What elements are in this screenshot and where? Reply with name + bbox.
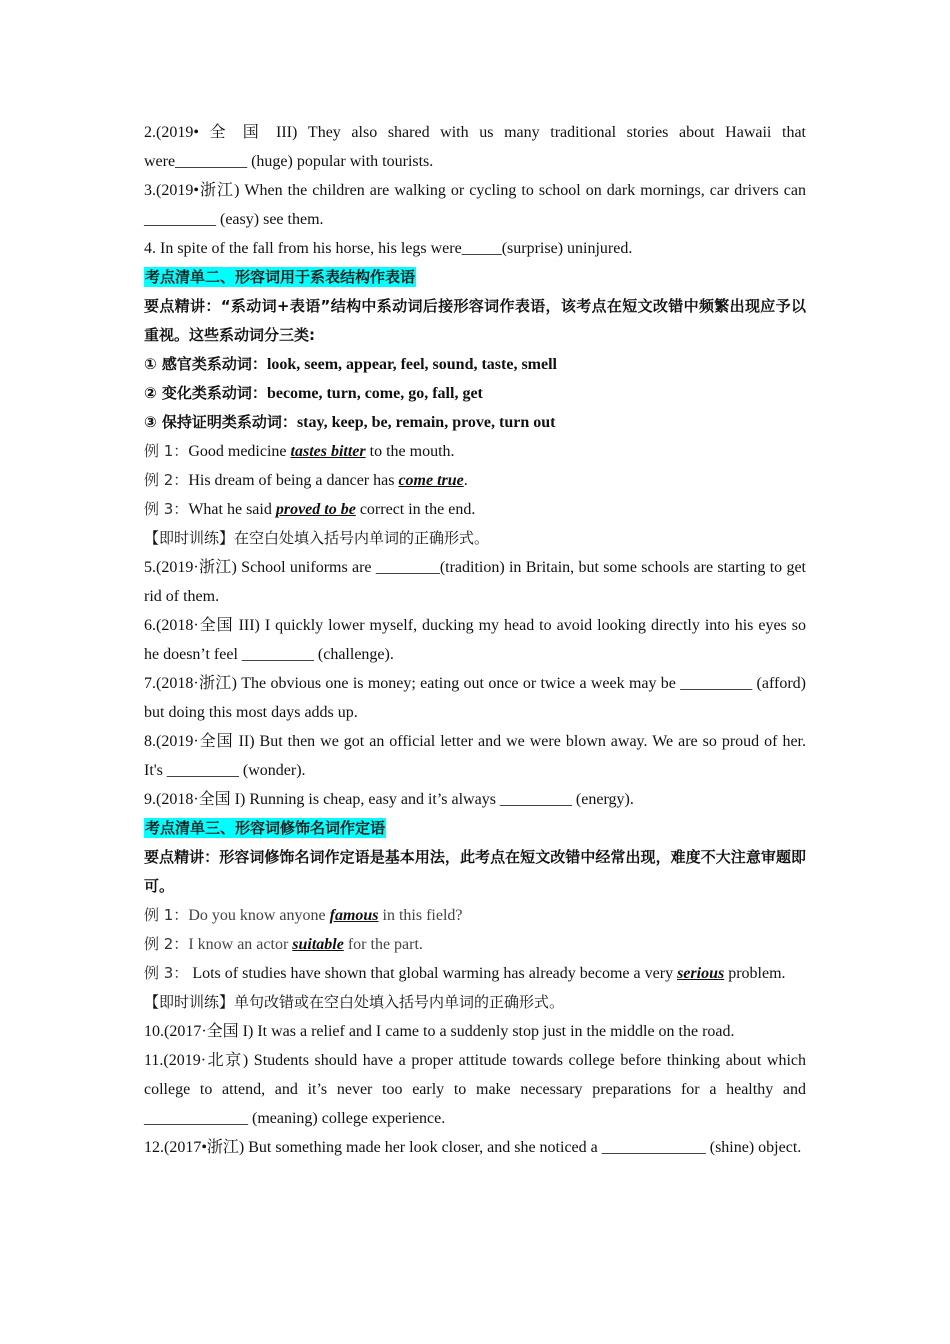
verb-category-3 — [144, 408, 806, 437]
section-2-example-1 — [144, 437, 806, 466]
example-label: 例 2： — [144, 471, 189, 489]
section-3-training-instruction: 【即时训练】单句改错或在空白处填入括号内单词的正确形式。 — [144, 993, 565, 1011]
question-3: 3.(2019•浙江) When the children are walking or cycling to school on dark mornings, car drivers can _________ (easy) see them. — [144, 182, 806, 228]
category-1-words: look, seem, appear, feel, sound, taste, smell — [266, 356, 557, 373]
question-10: 10.(2017·全国 I) It was a relief and I came to a suddenly stop just in the middle on the road. — [144, 1023, 735, 1040]
question-5: 5.(2019·浙江) School uniforms are ________(tradition) in Britain, but some schools are starting to get rid of them. — [144, 559, 806, 605]
example-label: 例 3： — [144, 500, 189, 518]
example-label: 例 2： — [144, 935, 189, 953]
question-4: 4. In spite of the fall from his horse, his legs were_____(surprise) uninjured. — [144, 240, 633, 257]
example-emphasis: come true — [398, 472, 464, 489]
question-6: 6.(2018·全国 III) I quickly lower myself, ducking my head to avoid looking directly into his eyes so he doesn’t feel _________ (challenge). — [144, 617, 806, 663]
example-text: What he said — [188, 501, 276, 518]
example-emphasis: suitable — [292, 936, 344, 953]
category-2-words: become, turn, come, go, fall, get — [266, 385, 483, 402]
example-emphasis: proved to be — [275, 501, 356, 518]
section-3-heading: 考点清单三、形容词修饰名词作定语 — [145, 819, 386, 837]
question-11: 11.(2019·北京) Students should have a proper attitude towards college before thinking about which college to attend, and it’s never too early to make necessary preparations for a healthy and _____________ (meaning) college experience. — [144, 1052, 806, 1127]
section-3-heading-row — [144, 814, 806, 843]
example-text: . — [463, 472, 468, 489]
question-9: 9.(2018·全国 I) Running is cheap, easy and it’s always _________ (energy). — [144, 791, 634, 808]
document-body — [144, 118, 806, 1162]
example-text: I know an actor — [188, 936, 293, 953]
verb-category-1 — [144, 350, 806, 379]
section-3-explanation: 要点精讲：形容词修饰名词作定语是基本用法，此考点在短文改错中经常出现，难度不大注意审题即可。 — [144, 848, 806, 895]
example-emphasis: tastes bitter — [290, 443, 366, 460]
question-8: 8.(2019·全国 II) But then we got an official letter and we were blown away. We are so proud of her. It's _________ (wonder). — [144, 733, 806, 779]
example-emphasis: serious — [677, 965, 725, 982]
example-label: 例 1： — [144, 906, 189, 924]
section-3-example-2 — [144, 930, 806, 959]
section-3-example-1 — [144, 901, 806, 930]
example-text: Do you know anyone — [188, 907, 330, 924]
example-text: for the part. — [343, 936, 423, 953]
verb-category-2 — [144, 379, 806, 408]
category-2-label: ② 变化类系动词： — [144, 384, 267, 402]
section-2-heading: 考点清单二、形容词用于系表结构作表语 — [145, 268, 416, 286]
section-2-heading-row — [144, 263, 806, 292]
example-text: His dream of being a dancer has — [188, 472, 399, 489]
example-emphasis: famous — [329, 907, 379, 924]
category-3-label: ③ 保持证明类系动词： — [144, 413, 297, 431]
question-7: 7.(2018·浙江) The obvious one is money; eating out once or twice a week may be _________ (afford) but doing this most days adds up. — [144, 675, 806, 721]
category-3-words: stay, keep, be, remain, prove, turn out — [296, 414, 556, 431]
example-text: to the mouth. — [365, 443, 455, 460]
example-label: 例 1： — [144, 442, 189, 460]
example-text: problem. — [724, 965, 786, 982]
example-text: in this field? — [378, 907, 463, 924]
question-12: 12.(2017•浙江) But something made her look closer, and she noticed a _____________ (shine) object. — [144, 1139, 802, 1156]
category-1-label: ① 感官类系动词： — [144, 355, 267, 373]
section-2-training-instruction: 【即时训练】在空白处填入括号内单词的正确形式。 — [144, 529, 490, 547]
section-2-example-2 — [144, 466, 806, 495]
example-label: 例 3： — [144, 964, 189, 982]
example-text: Lots of studies have shown that global warming has already become a very — [188, 965, 678, 982]
section-2-example-3 — [144, 495, 806, 524]
section-3-example-3 — [144, 959, 806, 988]
section-2-explanation: 要点精讲：“系动词+表语”结构中系动词后接形容词作表语，该考点在短文改错中频繁出现应予以重视。这些系动词分三类: — [144, 297, 806, 344]
question-2: 2.(2019• 全 国 III) They also shared with us many traditional stories about Hawaii that were_________ (huge) popular with tourists. — [144, 124, 806, 170]
example-text: correct in the end. — [355, 501, 476, 518]
example-text: Good medicine — [188, 443, 291, 460]
